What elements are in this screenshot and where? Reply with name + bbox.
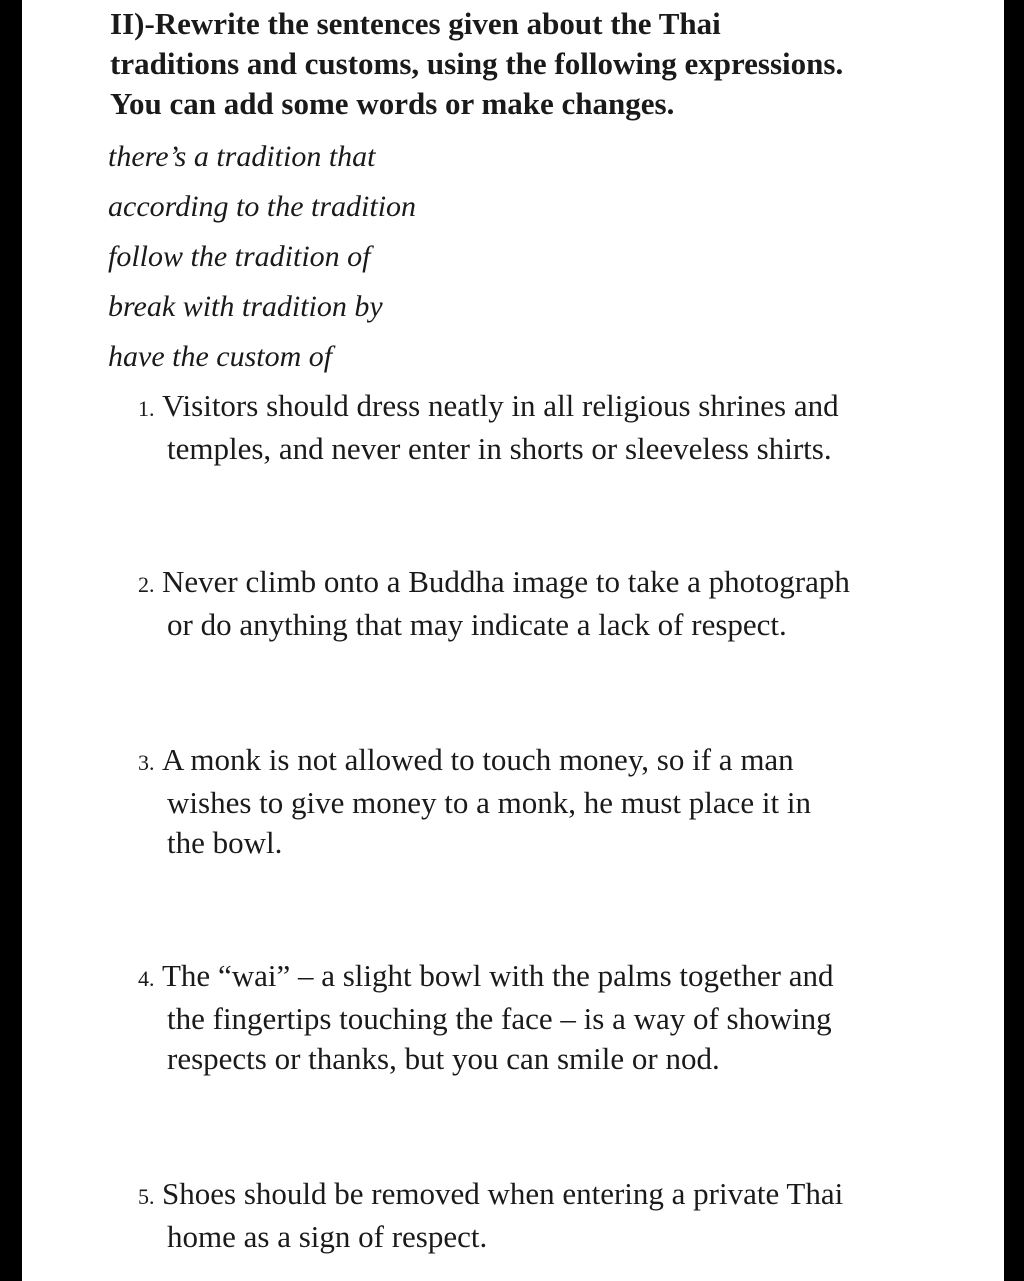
document-page xyxy=(22,0,1004,1281)
expression-list xyxy=(108,136,416,386)
item-number: 5. xyxy=(138,1184,155,1209)
sentence-item-3 xyxy=(138,740,938,863)
expression-item: according to the tradition xyxy=(108,190,417,223)
sentence-line: Shoes should be removed when entering a private Thai xyxy=(162,1176,844,1211)
sentence-line: Visitors should dress neatly in all religious shrines and xyxy=(162,388,839,423)
sentence-item-5 xyxy=(138,1174,938,1257)
item-number: 1. xyxy=(138,396,155,421)
expression-item: follow the tradition of xyxy=(108,240,371,273)
expression-item: break with tradition by xyxy=(108,290,383,323)
heading-line: II)-Rewrite the sentences given about the Thai xyxy=(110,6,721,41)
sentence-item-4 xyxy=(138,956,938,1079)
sentence-line: the bowl. xyxy=(167,825,283,860)
exercise-heading xyxy=(110,4,970,124)
expression-item: have the custom of xyxy=(108,340,333,373)
sentence-line: respects or thanks, but you can smile or nod. xyxy=(167,1041,720,1076)
sentence-line: temples, and never enter in shorts or sleeveless shirts. xyxy=(167,431,832,466)
expression-item: there’s a tradition that xyxy=(108,140,376,173)
sentence-line: The “wai” – a slight bowl with the palms together and xyxy=(162,958,834,993)
heading-line: You can add some words or make changes. xyxy=(110,86,675,121)
item-number: 3. xyxy=(138,750,155,775)
sentence-line: Never climb onto a Buddha image to take a photograph xyxy=(162,564,850,599)
sentence-line: A monk is not allowed to touch money, so if a man xyxy=(162,742,794,777)
sentence-line: or do anything that may indicate a lack of respect. xyxy=(167,607,787,642)
item-number: 4. xyxy=(138,966,155,991)
sentence-item-1 xyxy=(138,386,938,469)
heading-line: traditions and customs, using the following expressions. xyxy=(110,46,844,81)
sentence-item-2 xyxy=(138,562,938,645)
sentence-line: the fingertips touching the face – is a way of showing xyxy=(167,1001,832,1036)
sentence-line: wishes to give money to a monk, he must place it in xyxy=(167,785,812,820)
sentence-line: home as a sign of respect. xyxy=(167,1219,488,1254)
item-number: 2. xyxy=(138,572,155,597)
